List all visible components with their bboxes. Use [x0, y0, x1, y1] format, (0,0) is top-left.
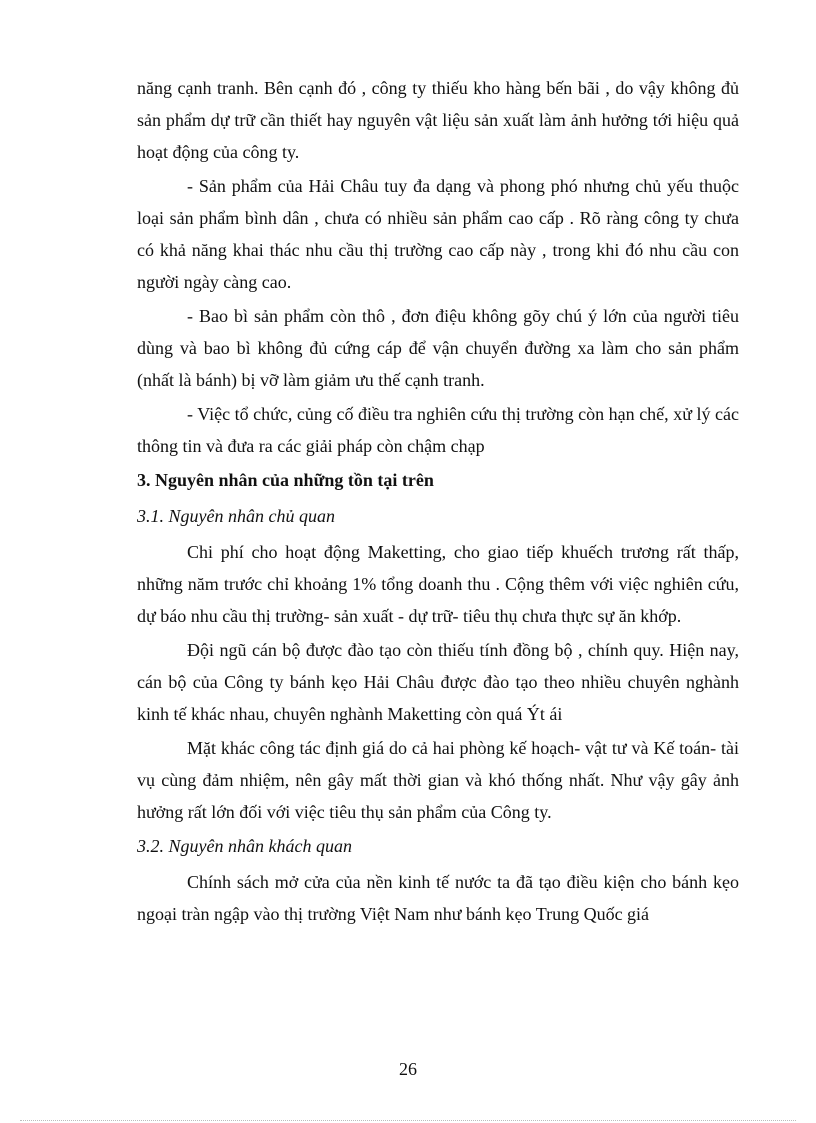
paragraph: - Bao bì sản phẩm còn thô , đơn điệu không gõy chú ý lớn của người tiêu dùng và bao bì không đủ cứng cáp để vận chuyển đường xa làm cho sản phẩm (nhất là bánh) bị vỡ làm giảm ưu thế cạnh tranh. — [137, 306, 739, 390]
paragraph: Mặt khác công tác định giá do cả hai phòng kế hoạch- vật tư và Kế toán- tài vụ cùng đảm nhiệm, nên gây mất thời gian và khó thống nhất. Như vậy gây ảnh hưởng rất lớn đối với việc tiêu thụ sản phẩm của Công ty. — [137, 738, 739, 822]
paragraph: Chính sách mở cửa của nền kinh tế nước ta đã tạo điều kiện cho bánh kẹo ngoại tràn ngập vào thị trường Việt Nam như bánh kẹo Trung Quốc giá — [137, 872, 739, 924]
page-bottom-divider — [20, 1120, 796, 1121]
paragraph: Đội ngũ cán bộ được đào tạo còn thiếu tính đồng bộ , chính quy. Hiện nay, cán bộ của Công ty bánh kẹo Hải Châu được đào tạo theo nhiều chuyên nghành kinh tế khác nhau, chuyên nghành Maketting còn quá Ýt ái — [137, 640, 739, 724]
subsection-heading-3-2: 3.2. Nguyên nhân khách quan — [137, 836, 352, 856]
paragraph: Chi phí cho hoạt động Maketting, cho giao tiếp khuếch trương rất thấp, những năm trước chỉ khoảng 1% tổng doanh thu . Cộng thêm với việc nghiên cứu, dự báo nhu cầu thị trường- sản xuất - dự trữ- tiêu thụ chưa thực sự ăn khớp. — [137, 542, 739, 626]
paragraph: - Việc tổ chức, củng cố điều tra nghiên cứu thị trường còn hạn chế, xử lý các thông tin và đưa ra các giải pháp còn chậm chạp — [137, 404, 739, 456]
paragraph: năng cạnh tranh. Bên cạnh đó , công ty thiếu kho hàng bến bãi , do vậy không đủ sản phẩm dự trữ cần thiết hay nguyên vật liệu sản xuất làm ảnh hưởng tới hiệu quả hoạt động của công ty. — [137, 78, 739, 162]
section-heading-3: 3. Nguyên nhân của những tồn tại trên — [137, 470, 434, 490]
subsection-heading-3-1: 3.1. Nguyên nhân chủ quan — [137, 506, 335, 526]
paragraph: - Sản phẩm của Hải Châu tuy đa dạng và phong phó nhưng chủ yếu thuộc loại sản phẩm bình dân , chưa có nhiều sản phẩm cao cấp . Rõ ràng công ty chưa có khả năng khai thác nhu cầu thị trường cao cấp này , trong khi đó nhu cầu con người ngày càng cao. — [137, 176, 739, 292]
page-content — [137, 72, 739, 932]
page-number: 26 — [399, 1059, 417, 1079]
